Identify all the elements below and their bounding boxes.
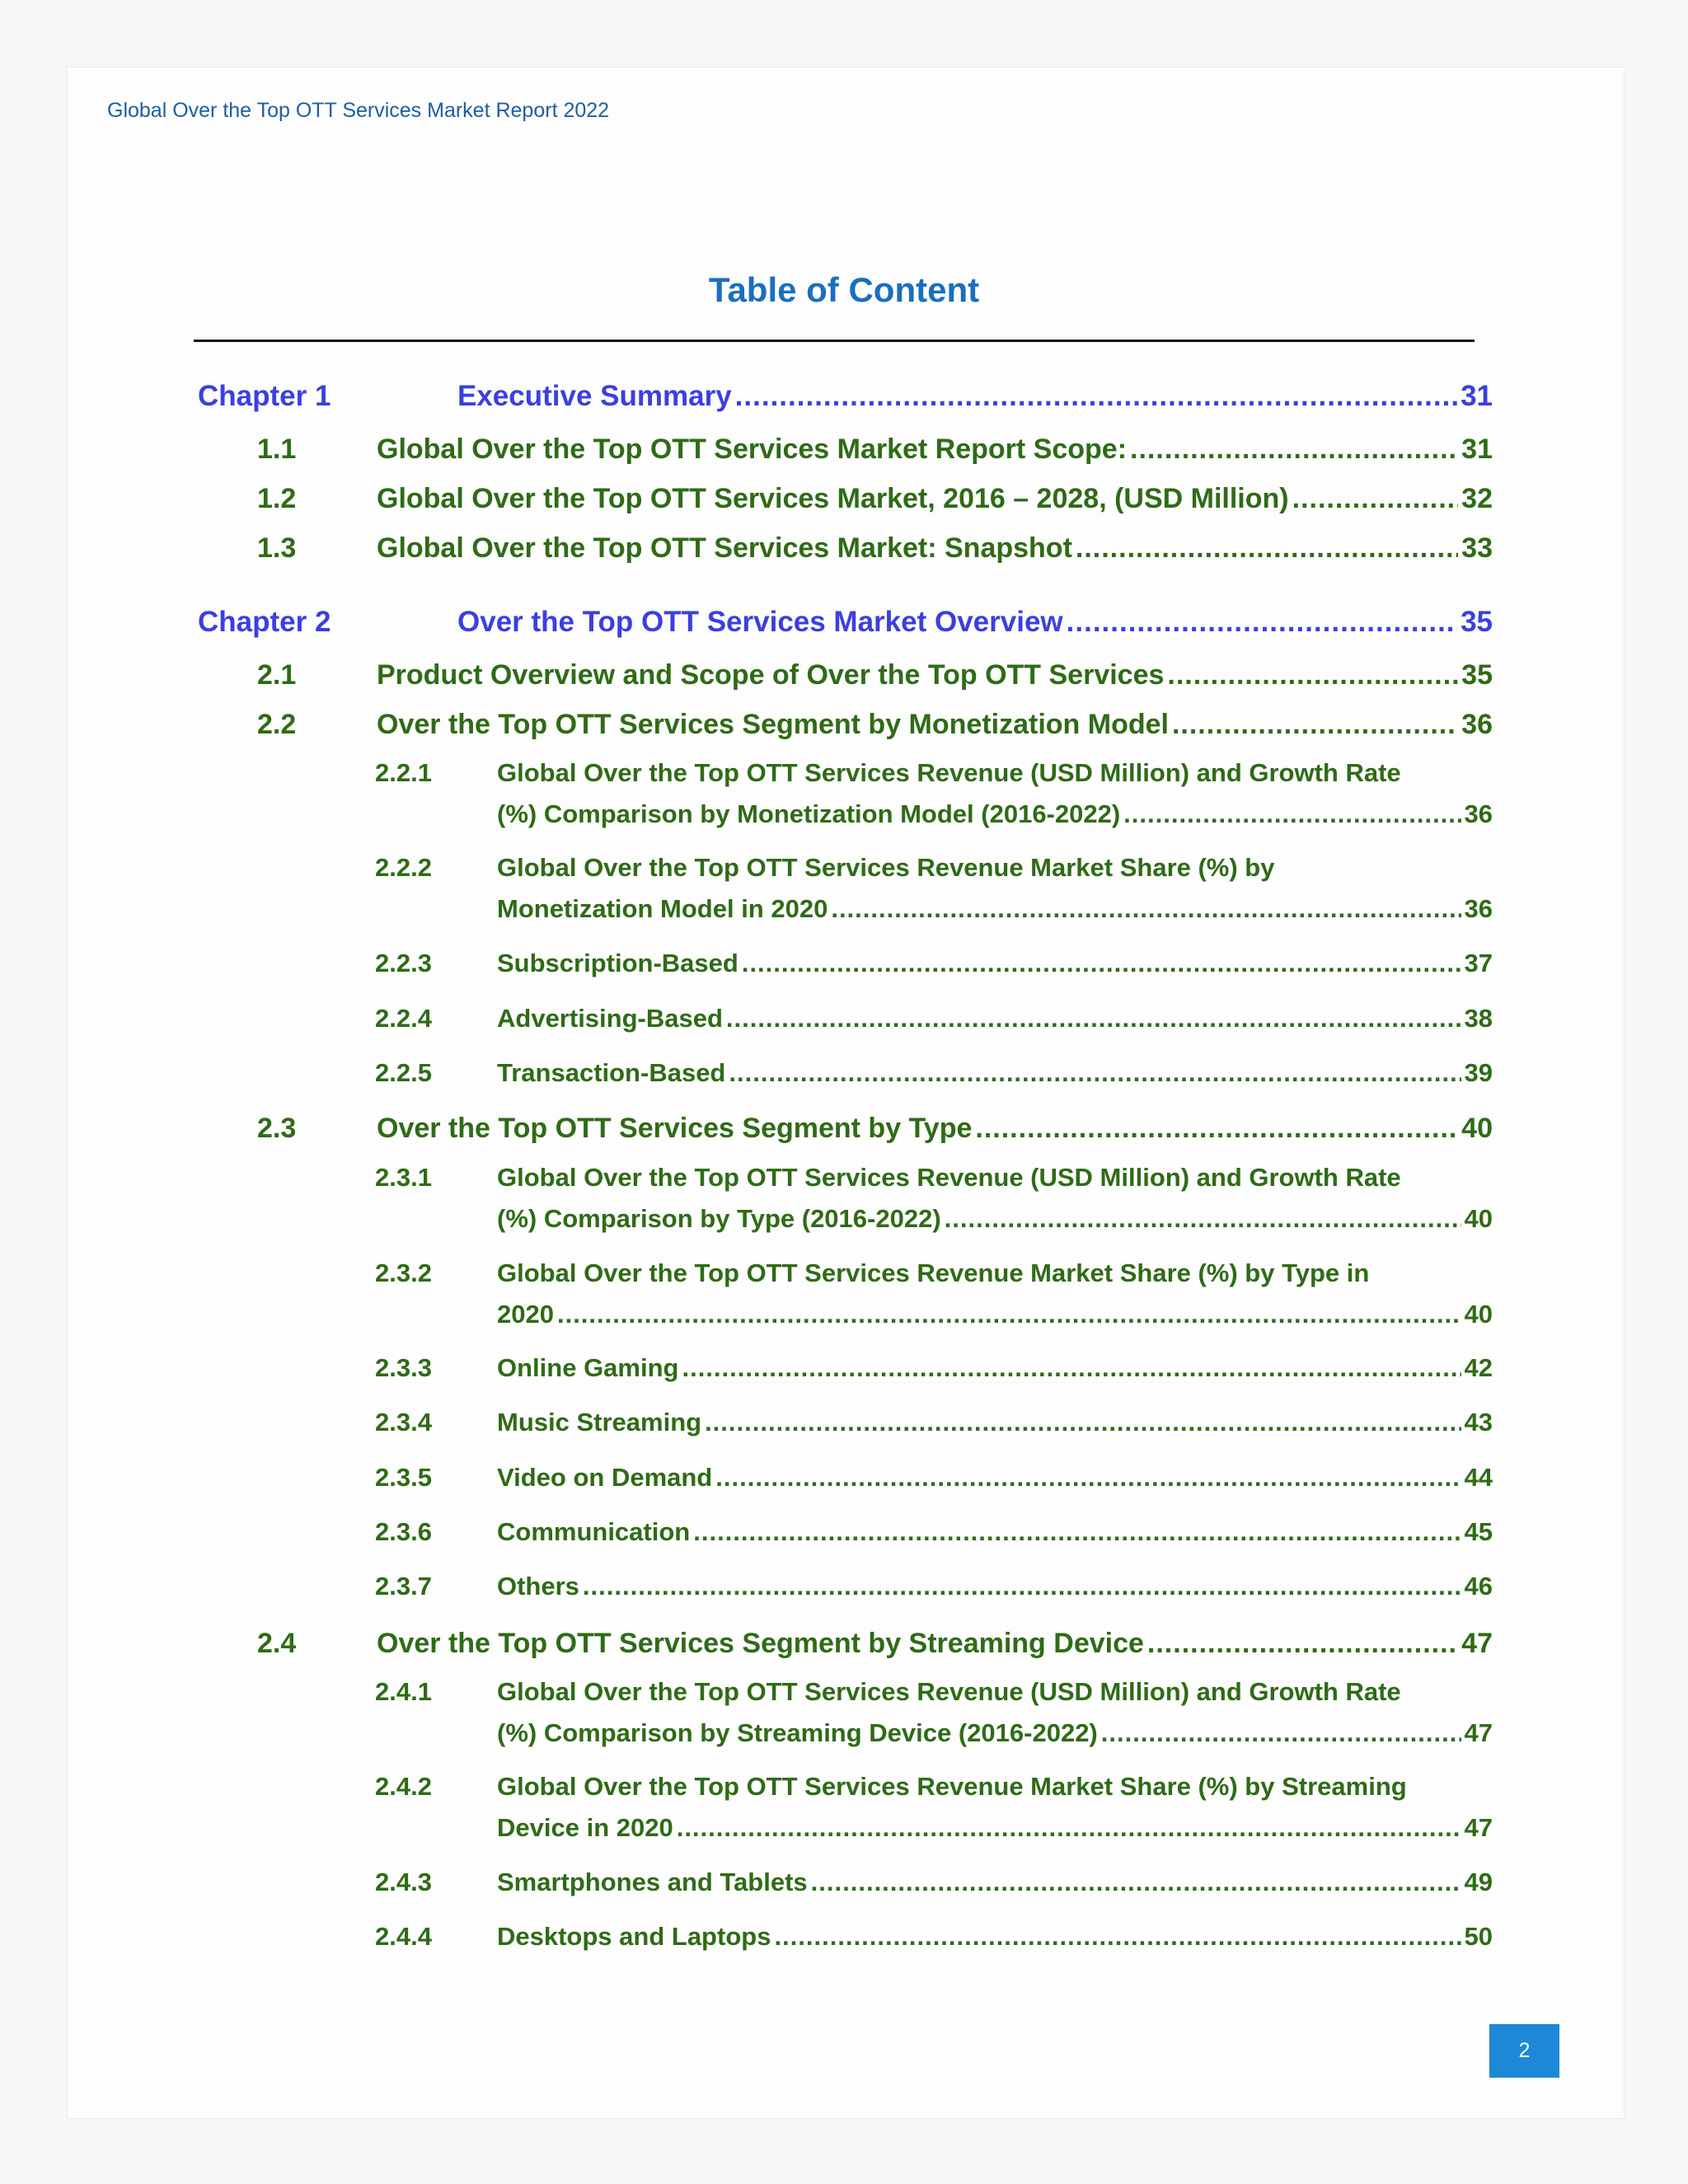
toc-entry-page: 49 xyxy=(1464,1868,1493,1896)
toc-entry-1-1[interactable] xyxy=(0,428,1688,471)
dot-leader xyxy=(1076,527,1458,569)
toc-entry-number: 2.2.3 xyxy=(375,949,432,977)
toc-entry-2-2-2[interactable] xyxy=(0,846,1688,889)
dot-leader xyxy=(975,1107,1458,1150)
toc-entry-title: Over the Top OTT Services Segment by Streaming Device xyxy=(377,1628,1144,1659)
toc-entry-2-3[interactable] xyxy=(0,1107,1688,1150)
toc-entry-title: Global Over the Top OTT Services Revenue (USD Million) and Growth Rate xyxy=(497,1677,1401,1706)
toc-entry-page: 44 xyxy=(1464,1463,1493,1492)
toc-entry-title-continued: 2020 xyxy=(497,1300,554,1329)
dot-leader xyxy=(693,1511,1461,1554)
toc-entry-title: Global Over the Top OTT Services Market, 2016 – 2028, (USD Million) xyxy=(377,483,1289,514)
toc-entry-number: 2.3.4 xyxy=(375,1408,432,1436)
dot-leader xyxy=(774,1915,1461,1958)
toc-entry-title: Product Overview and Scope of Over the Top OTT Services xyxy=(377,659,1165,691)
toc-entry-title: Global Over the Top OTT Services Revenue Market Share (%) by Type in xyxy=(497,1258,1370,1287)
toc-entry-number: 2.3.1 xyxy=(375,1163,432,1192)
toc-entry-page: 36 xyxy=(1461,709,1493,740)
dot-leader xyxy=(583,1565,1461,1608)
toc-entry-title-continued: Device in 2020 xyxy=(497,1813,673,1842)
toc-entry-number: 2.2.4 xyxy=(375,1004,432,1033)
toc-entry-number: Chapter 1 xyxy=(198,380,331,412)
toc-entry-number: 2.4 xyxy=(257,1628,297,1659)
dot-leader xyxy=(945,1197,1461,1240)
toc-entry-1-3[interactable] xyxy=(0,527,1688,569)
toc-entry-title: Global Over the Top OTT Services Revenue (USD Million) and Growth Rate xyxy=(497,1163,1401,1192)
toc-entry-number: 2.2.5 xyxy=(375,1058,432,1087)
toc-entry-title: Global Over the Top OTT Services Revenue (USD Million) and Growth Rate xyxy=(497,758,1401,787)
toc-entry-chapter-2[interactable] xyxy=(0,601,1688,644)
dot-leader xyxy=(742,942,1461,985)
toc-entry-page: 35 xyxy=(1461,659,1493,691)
toc-entry-number: 2.2.2 xyxy=(375,853,432,882)
toc-entry-page: 50 xyxy=(1464,1922,1493,1951)
toc-entry-chapter-1[interactable] xyxy=(0,375,1688,418)
toc-entry-number: 2.3.7 xyxy=(375,1572,432,1601)
toc-entry-number: 2.2.1 xyxy=(375,758,432,787)
toc-entry-2-4-2-continuation[interactable] xyxy=(0,1807,1688,1849)
toc-entry-number: 2.3.6 xyxy=(375,1517,432,1546)
dot-leader xyxy=(682,1347,1461,1390)
toc-entry-title: Desktops and Laptops xyxy=(497,1922,771,1951)
toc-entry-1-2[interactable] xyxy=(0,477,1688,520)
toc-entry-2-3-6[interactable] xyxy=(0,1511,1688,1554)
toc-entry-page: 40 xyxy=(1461,1113,1493,1144)
toc-entry-title: Subscription-Based xyxy=(497,949,738,977)
toc-entry-2-2-5[interactable] xyxy=(0,1052,1688,1094)
dot-leader xyxy=(729,1052,1461,1094)
toc-entry-page: 37 xyxy=(1464,949,1493,977)
dot-leader xyxy=(1067,601,1457,644)
toc-entry-page: 35 xyxy=(1461,606,1493,638)
toc-entry-2-3-1[interactable] xyxy=(0,1156,1688,1199)
toc-entry-page: 43 xyxy=(1464,1408,1493,1436)
toc-entry-title-continued: (%) Comparison by Type (2016-2022) xyxy=(497,1204,941,1233)
toc-entry-page: 36 xyxy=(1464,894,1493,923)
toc-entry-number: 1.1 xyxy=(257,434,297,465)
toc-entry-title: Music Streaming xyxy=(497,1408,702,1436)
toc-entry-title: Over the Top OTT Services Segment by Monetization Model xyxy=(377,709,1169,740)
toc-entry-2-4[interactable] xyxy=(0,1622,1688,1665)
toc-entry-number: 2.3.3 xyxy=(375,1353,432,1382)
toc-entry-title: Over the Top OTT Services Segment by Type xyxy=(377,1113,973,1144)
toc-entry-number: 2.3.5 xyxy=(375,1463,432,1492)
page-number-badge: 2 xyxy=(1489,2024,1559,2078)
toc-entry-number: 2.3 xyxy=(257,1113,297,1144)
dot-leader xyxy=(715,1456,1461,1499)
toc-entry-2-2[interactable] xyxy=(0,703,1688,746)
dot-leader xyxy=(735,375,1457,418)
toc-entry-number: 2.4.4 xyxy=(375,1922,432,1951)
toc-entry-page: 40 xyxy=(1464,1300,1493,1329)
toc-entry-2-4-2[interactable] xyxy=(0,1765,1688,1808)
toc-entry-page: 38 xyxy=(1464,1004,1493,1033)
title-divider xyxy=(194,340,1475,342)
dot-leader xyxy=(1167,654,1458,696)
dot-leader xyxy=(1123,793,1461,836)
dot-leader xyxy=(1130,428,1458,471)
toc-entry-2-3-4[interactable] xyxy=(0,1401,1688,1444)
toc-entry-title: Online Gaming xyxy=(497,1353,679,1382)
dot-leader xyxy=(1101,1712,1461,1755)
toc-entry-title-continued: (%) Comparison by Monetization Model (2016-2022) xyxy=(497,799,1121,828)
dot-leader xyxy=(705,1401,1461,1444)
toc-entry-2-4-4[interactable] xyxy=(0,1915,1688,1958)
toc-entry-2-3-7[interactable] xyxy=(0,1565,1688,1608)
toc-entry-2-2-1-continuation[interactable] xyxy=(0,793,1688,836)
page-title: Table of Content xyxy=(708,270,980,309)
toc-entry-title: Advertising-Based xyxy=(497,1004,723,1033)
toc-entry-2-3-1-continuation[interactable] xyxy=(0,1197,1688,1240)
toc-entry-number: 2.4.1 xyxy=(375,1677,432,1706)
toc-entry-number: 2.2 xyxy=(257,709,297,740)
toc-entry-title: Others xyxy=(497,1572,579,1601)
toc-entry-title: Video on Demand xyxy=(497,1463,713,1492)
running-header: Global Over the Top OTT Services Market Report 2022 xyxy=(107,99,610,122)
toc-entry-2-1[interactable] xyxy=(0,654,1688,696)
toc-entry-page: 33 xyxy=(1461,532,1493,564)
toc-entry-2-3-2[interactable] xyxy=(0,1252,1688,1295)
dot-leader xyxy=(1292,477,1459,520)
toc-entry-page: 32 xyxy=(1461,483,1493,514)
toc-entry-number: 2.4.2 xyxy=(375,1772,432,1801)
toc-entry-2-4-1[interactable] xyxy=(0,1671,1688,1713)
toc-entry-page: 47 xyxy=(1461,1628,1493,1659)
dot-leader xyxy=(811,1861,1461,1904)
toc-entry-page: 47 xyxy=(1464,1813,1493,1842)
toc-entry-2-2-3[interactable] xyxy=(0,942,1688,985)
toc-entry-title: Global Over the Top OTT Services Revenue Market Share (%) by xyxy=(497,853,1275,882)
toc-entry-page: 46 xyxy=(1464,1572,1493,1601)
toc-entry-title: Smartphones and Tablets xyxy=(497,1868,808,1896)
toc-entry-title: Executive Summary xyxy=(457,380,732,412)
toc-entry-number: 2.4.3 xyxy=(375,1868,432,1896)
dot-leader xyxy=(726,997,1461,1040)
toc-entry-page: 42 xyxy=(1464,1353,1493,1382)
toc-entry-title-continued: Monetization Model in 2020 xyxy=(497,894,828,923)
dot-leader xyxy=(677,1807,1461,1849)
toc-entry-page: 47 xyxy=(1464,1718,1493,1747)
toc-entry-title: Over the Top OTT Services Market Overview xyxy=(457,606,1063,638)
toc-entry-title: Transaction-Based xyxy=(497,1058,726,1087)
toc-entry-number: 2.3.2 xyxy=(375,1258,432,1287)
toc-entry-page: 40 xyxy=(1464,1204,1493,1233)
toc-entry-2-3-5[interactable] xyxy=(0,1456,1688,1499)
toc-entry-page: 31 xyxy=(1461,434,1493,465)
toc-entry-number: Chapter 2 xyxy=(198,606,331,638)
toc-entry-title: Global Over the Top OTT Services Revenue Market Share (%) by Streaming xyxy=(497,1772,1407,1801)
toc-entry-page: 36 xyxy=(1464,799,1493,828)
toc-entry-2-3-3[interactable] xyxy=(0,1347,1688,1390)
toc-entry-title: Global Over the Top OTT Services Market: Snapshot xyxy=(377,532,1072,564)
toc-entry-2-2-4[interactable] xyxy=(0,997,1688,1040)
toc-entry-page: 39 xyxy=(1464,1058,1493,1087)
toc-entry-2-2-2-continuation[interactable] xyxy=(0,888,1688,930)
dot-leader xyxy=(1172,703,1458,746)
toc-entry-title: Global Over the Top OTT Services Market Report Scope: xyxy=(377,434,1128,465)
toc-entry-title-continued: (%) Comparison by Streaming Device (2016-2022) xyxy=(497,1718,1098,1747)
dot-leader xyxy=(831,888,1461,930)
toc-entry-number: 2.1 xyxy=(257,659,297,691)
toc-entry-number: 1.3 xyxy=(257,532,297,564)
toc-entry-title: Communication xyxy=(497,1517,691,1546)
toc-entry-page: 45 xyxy=(1464,1517,1493,1546)
dot-leader xyxy=(1147,1622,1458,1665)
toc-entry-2-4-3[interactable] xyxy=(0,1861,1688,1904)
toc-entry-page: 31 xyxy=(1461,380,1493,412)
dot-leader xyxy=(557,1293,1461,1336)
toc-entry-2-2-1[interactable] xyxy=(0,752,1688,794)
toc-entry-number: 1.2 xyxy=(257,483,297,514)
toc-entry-2-4-1-continuation[interactable] xyxy=(0,1712,1688,1755)
toc-entry-2-3-2-continuation[interactable] xyxy=(0,1293,1688,1336)
